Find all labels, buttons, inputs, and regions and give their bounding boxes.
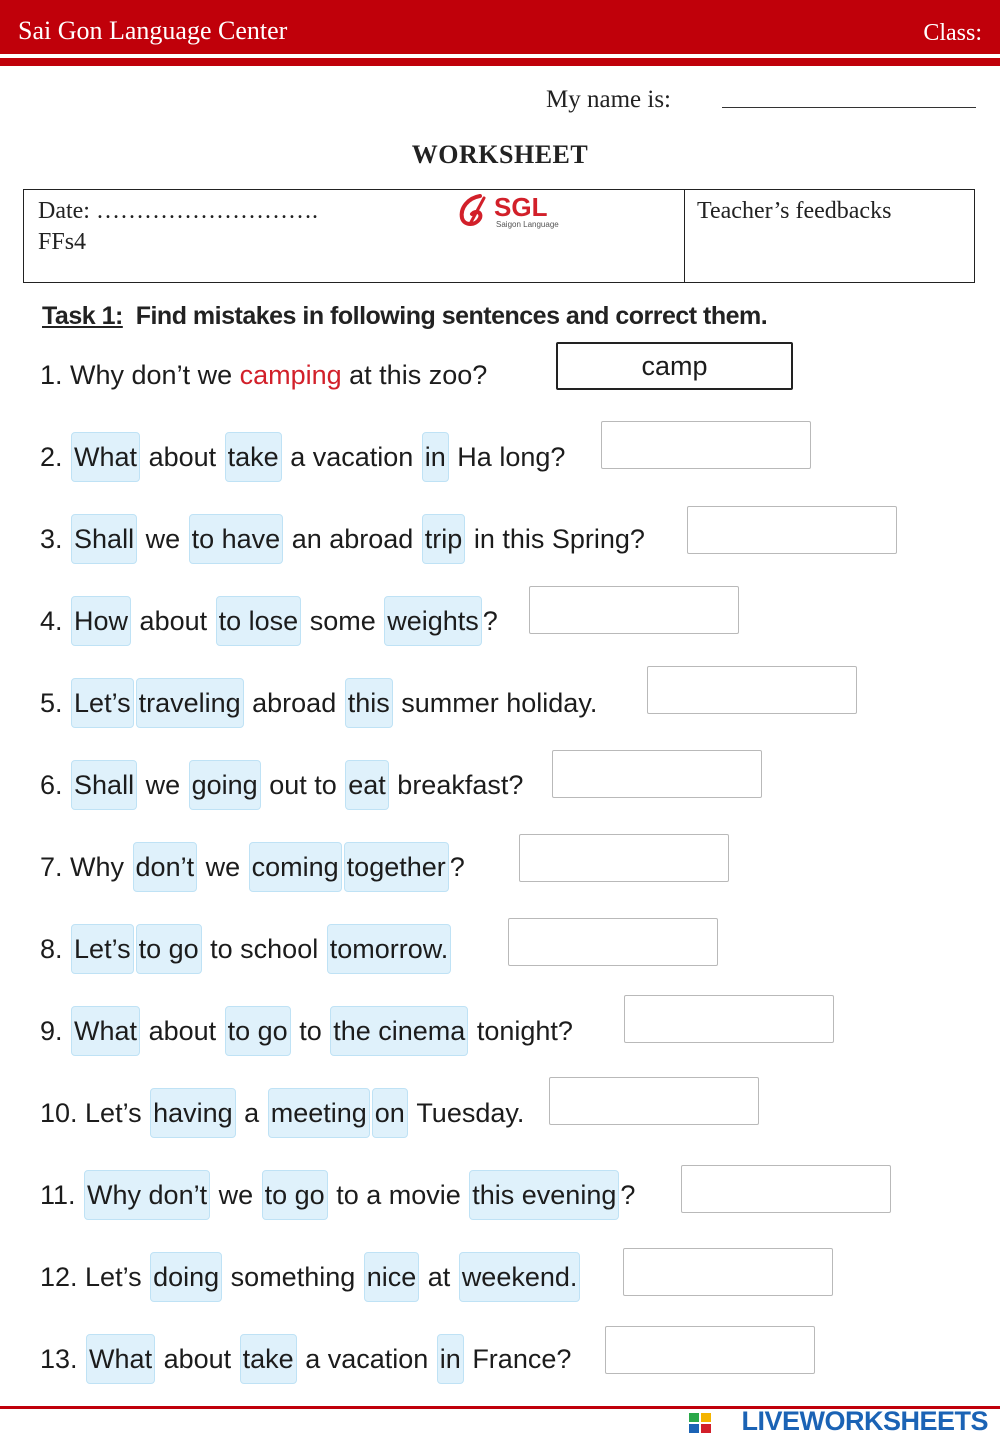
clickable-word[interactable]: to have bbox=[189, 514, 284, 564]
name-line bbox=[722, 107, 976, 108]
sentence-text: 3. bbox=[40, 524, 71, 554]
sentence-text: breakfast? bbox=[389, 770, 524, 800]
sentence-text: at bbox=[420, 1262, 458, 1292]
question-12 bbox=[40, 1252, 581, 1302]
page-title: WORKSHEET bbox=[411, 140, 589, 169]
clickable-word[interactable]: What bbox=[71, 1006, 140, 1056]
sentence-text: a vacation bbox=[282, 442, 421, 472]
answer-box-9[interactable] bbox=[624, 995, 834, 1043]
sentence-text: Ha long? bbox=[449, 442, 566, 472]
sentence-text: a vacation bbox=[297, 1344, 436, 1374]
clickable-word[interactable]: eat bbox=[345, 760, 389, 810]
sentence-text: to a movie bbox=[328, 1180, 469, 1210]
clickable-word[interactable]: What bbox=[86, 1334, 155, 1384]
clickable-word[interactable]: to go bbox=[225, 1006, 291, 1056]
sentence-text: we bbox=[198, 852, 248, 882]
clickable-word[interactable]: traveling bbox=[136, 678, 244, 728]
liveworksheets-brand: LIVEWORKSHEETS bbox=[741, 1406, 988, 1436]
clickable-word[interactable]: together bbox=[344, 842, 449, 892]
sentence-text: 13. bbox=[40, 1344, 86, 1374]
clickable-word[interactable]: What bbox=[71, 432, 140, 482]
task-heading bbox=[42, 302, 767, 331]
clickable-word[interactable]: to go bbox=[262, 1170, 328, 1220]
sentence-text: about bbox=[141, 442, 224, 472]
date-field: Date: ………………………. bbox=[38, 198, 318, 224]
clickable-word[interactable]: in bbox=[422, 432, 449, 482]
clickable-word[interactable]: on bbox=[372, 1088, 408, 1138]
sentence-text: 2. bbox=[40, 442, 71, 472]
error-word: camping bbox=[239, 360, 342, 390]
sentence-text: a bbox=[236, 1098, 267, 1128]
sentence-text: at this zoo? bbox=[341, 360, 488, 390]
sentence-text: ? bbox=[449, 852, 465, 882]
class-label: Class: bbox=[923, 20, 982, 46]
question-2 bbox=[40, 432, 565, 482]
clickable-word[interactable]: Shall bbox=[71, 514, 137, 564]
sentence-text: something bbox=[223, 1262, 363, 1292]
question-7 bbox=[40, 842, 465, 892]
sentence-text: abroad bbox=[244, 688, 344, 718]
clickable-word[interactable]: meeting bbox=[268, 1088, 370, 1138]
answer-box-12[interactable] bbox=[623, 1248, 833, 1296]
question-6 bbox=[40, 760, 523, 810]
sentence-text: 6. bbox=[40, 770, 71, 800]
header-rule bbox=[0, 58, 1000, 66]
clickable-word[interactable]: to go bbox=[136, 924, 202, 974]
task-instruction: Find mistakes in following sentences and correct them. bbox=[135, 302, 768, 330]
clickable-word[interactable]: nice bbox=[364, 1252, 420, 1302]
sentence-text: tonight? bbox=[469, 1016, 573, 1046]
clickable-word[interactable]: in bbox=[437, 1334, 464, 1384]
sentence-text: 7. Why bbox=[40, 852, 132, 882]
task-label: Task 1: bbox=[42, 302, 123, 330]
answer-box-3[interactable] bbox=[687, 506, 897, 554]
sentence-text: in this Spring? bbox=[466, 524, 645, 554]
sentence-text: 5. bbox=[40, 688, 71, 718]
clickable-word[interactable]: don’t bbox=[133, 842, 198, 892]
question-13 bbox=[40, 1334, 571, 1384]
clickable-word[interactable]: Let’s bbox=[71, 678, 134, 728]
sentence-text: 10. Let’s bbox=[40, 1098, 150, 1128]
sentence-text: about bbox=[141, 1016, 224, 1046]
sentence-text: 9. bbox=[40, 1016, 71, 1046]
question-10 bbox=[40, 1088, 524, 1138]
clickable-word[interactable]: take bbox=[225, 432, 282, 482]
sentence-text: out to bbox=[261, 770, 345, 800]
sentence-text: summer holiday. bbox=[393, 688, 598, 718]
clickable-word[interactable]: to lose bbox=[216, 596, 302, 646]
clickable-word[interactable]: this bbox=[345, 678, 393, 728]
center-name: Sai Gon Language Center bbox=[18, 16, 288, 45]
answer-box-13[interactable] bbox=[605, 1326, 815, 1374]
clickable-word[interactable]: coming bbox=[249, 842, 342, 892]
clickable-word[interactable]: Shall bbox=[71, 760, 137, 810]
answer-box-10[interactable] bbox=[549, 1077, 759, 1125]
clickable-word[interactable]: weekend. bbox=[459, 1252, 581, 1302]
answer-box-4[interactable] bbox=[529, 586, 739, 634]
answer-box-1[interactable]: camp bbox=[556, 342, 793, 390]
question-8 bbox=[40, 924, 452, 974]
question-5 bbox=[40, 678, 597, 728]
clickable-word[interactable]: Let’s bbox=[71, 924, 134, 974]
logo-subtext: Saigon Language bbox=[496, 220, 559, 229]
question-4 bbox=[40, 596, 498, 646]
question-9 bbox=[40, 1006, 573, 1056]
sentence-text: about bbox=[156, 1344, 239, 1374]
answer-box-5[interactable] bbox=[647, 666, 857, 714]
sentence-text: France? bbox=[464, 1344, 572, 1374]
sentence-text: we bbox=[138, 770, 188, 800]
header-bar bbox=[0, 0, 1000, 54]
clickable-word[interactable]: take bbox=[240, 1334, 297, 1384]
sentence-text: some bbox=[302, 606, 384, 636]
clickable-word[interactable]: this evening bbox=[469, 1170, 619, 1220]
sentence-text: ? bbox=[482, 606, 498, 636]
teacher-feedback-label: Teacher’s feedbacks bbox=[697, 198, 892, 224]
sentence-text: 8. bbox=[40, 934, 71, 964]
answer-box-7[interactable] bbox=[519, 834, 729, 882]
answer-box-8[interactable] bbox=[508, 918, 718, 966]
sentence-text: 1. Why don’t we bbox=[40, 360, 240, 390]
sentence-text: 12. Let’s bbox=[40, 1262, 150, 1292]
clickable-word[interactable]: having bbox=[150, 1088, 236, 1138]
sentence-text: we bbox=[211, 1180, 261, 1210]
clickable-word[interactable]: Why don’t bbox=[84, 1170, 210, 1220]
name-label: My name is: bbox=[546, 86, 671, 113]
clickable-word[interactable]: doing bbox=[150, 1252, 222, 1302]
info-box bbox=[23, 189, 975, 283]
sentence-text: ? bbox=[620, 1180, 636, 1210]
answer-box-11[interactable] bbox=[681, 1165, 891, 1213]
clickable-word[interactable]: weights bbox=[384, 596, 482, 646]
clickable-word[interactable]: How bbox=[71, 596, 131, 646]
clickable-word[interactable]: going bbox=[189, 760, 261, 810]
sentence-text: Tuesday. bbox=[408, 1098, 525, 1128]
sentence-text: about bbox=[132, 606, 215, 636]
clickable-word[interactable]: the cinema bbox=[330, 1006, 468, 1056]
question-3 bbox=[40, 514, 645, 564]
sgl-logo-icon bbox=[456, 192, 492, 232]
sentence-text: 11. bbox=[40, 1180, 84, 1210]
clickable-word[interactable]: tomorrow. bbox=[327, 924, 452, 974]
answer-box-6[interactable] bbox=[552, 750, 762, 798]
info-divider bbox=[684, 190, 685, 282]
sentence-text: we bbox=[138, 524, 188, 554]
level-label: FFs4 bbox=[38, 229, 87, 255]
answer-box-2[interactable] bbox=[601, 421, 811, 469]
sgl-logo bbox=[456, 192, 566, 232]
liveworksheets-logo-icon bbox=[688, 1411, 712, 1435]
sentence-text: 4. bbox=[40, 606, 71, 636]
sentence-text: to school bbox=[202, 934, 326, 964]
sentence-text: an abroad bbox=[284, 524, 421, 554]
question-1 bbox=[40, 350, 487, 400]
logo-text: SGL bbox=[494, 192, 548, 222]
clickable-word[interactable]: trip bbox=[422, 514, 466, 564]
sentence-text: to bbox=[291, 1016, 330, 1046]
question-11 bbox=[40, 1170, 635, 1220]
